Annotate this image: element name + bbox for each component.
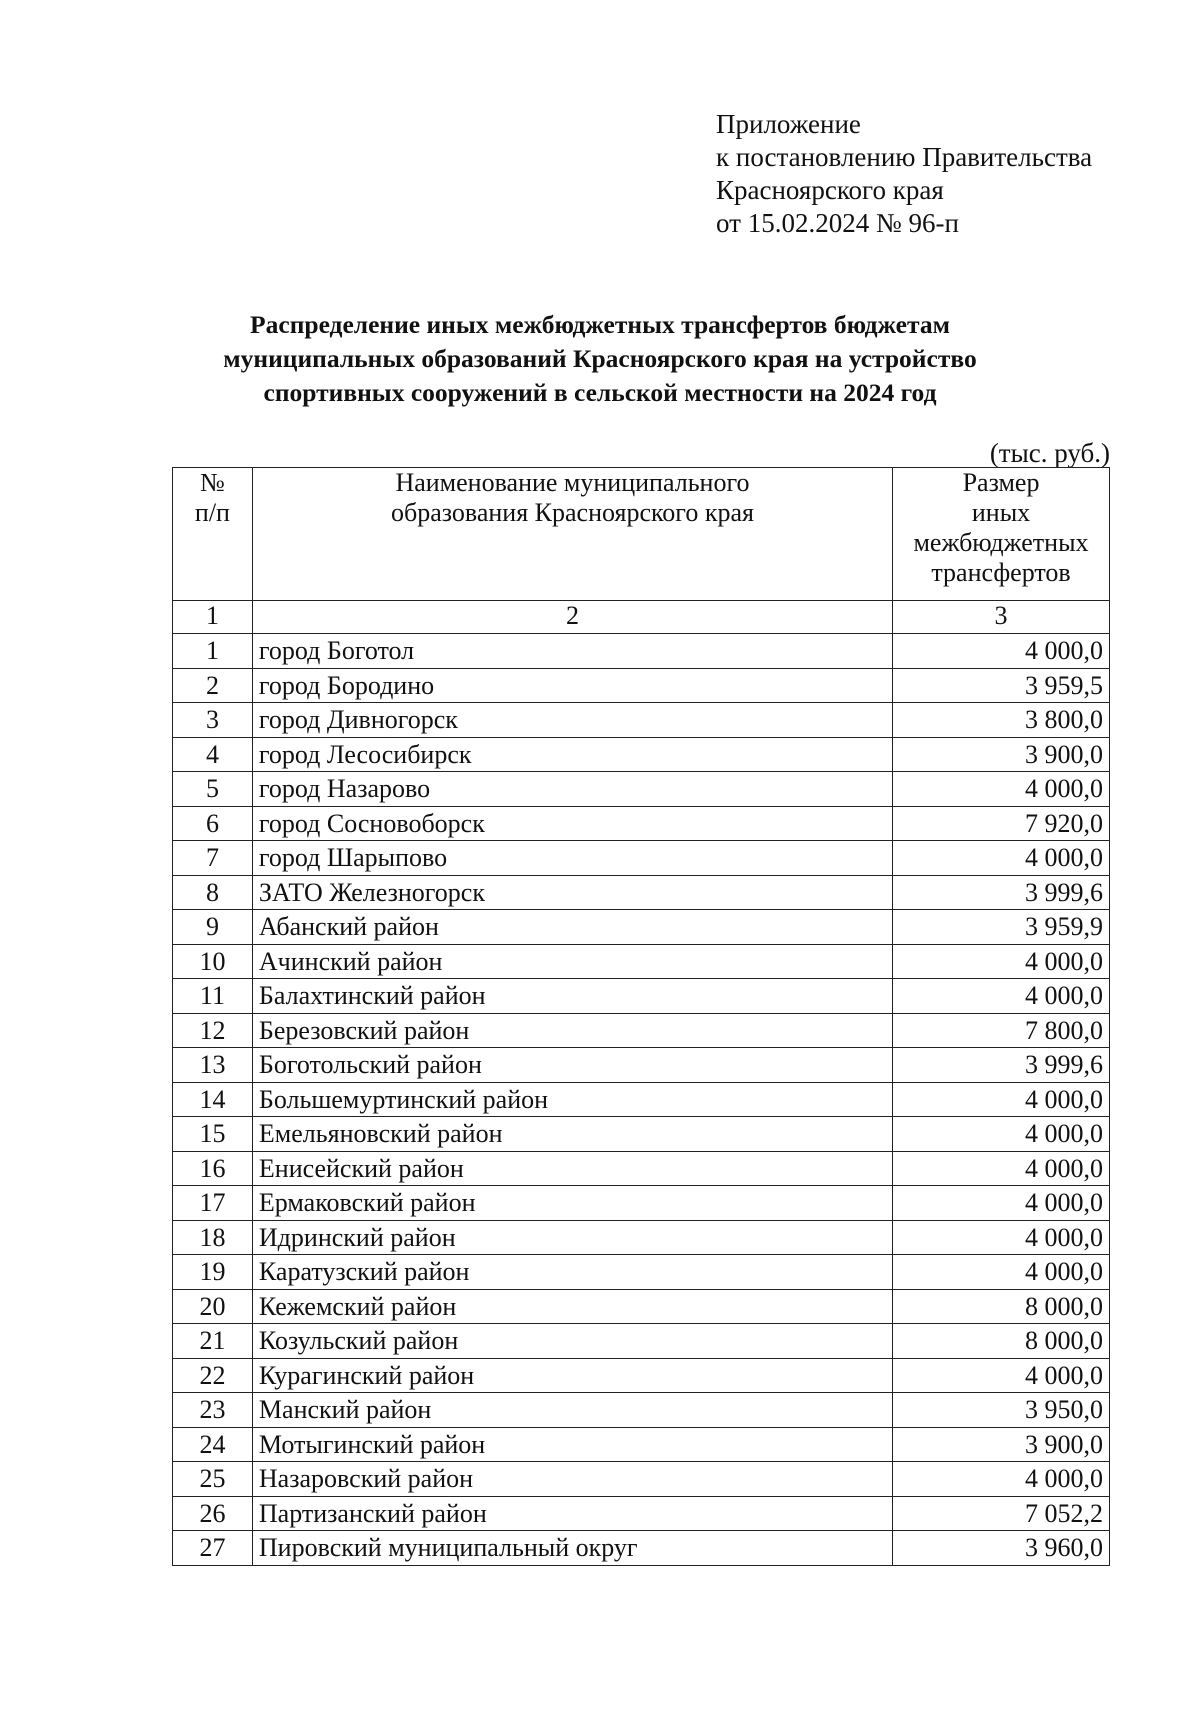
municipality-name-cell: Ачинский район [252,944,892,979]
transfer-amount-cell: 3 900,0 [893,1427,1110,1462]
row-number-cell: 27 [173,1531,253,1566]
municipality-name-cell: Березовский район [252,1013,892,1048]
row-number-cell: 9 [173,910,253,945]
transfer-amount-cell: 3 950,0 [893,1393,1110,1428]
table-row [173,1496,1110,1531]
row-number-cell: 13 [173,1048,253,1083]
header-name-line: Наименование муниципального [395,468,750,497]
table-header-row [173,468,1110,601]
row-number-cell: 20 [173,1289,253,1324]
municipality-name-cell: город Сосновоборск [252,806,892,841]
municipality-name-cell: Абанский район [252,910,892,945]
header-transfer-amount [893,468,1110,601]
table-row [173,1462,1110,1497]
transfer-amount-cell: 4 000,0 [893,1358,1110,1393]
table-row [173,634,1110,669]
header-amount-line: трансфертов [931,558,1071,587]
column-index-cell: 3 [893,601,1110,634]
header-name-line: образования Красноярского края [391,498,754,527]
table-row [173,1048,1110,1083]
municipality-name-cell: город Шарыпово [252,841,892,876]
appendix-reference [716,108,1092,240]
row-number-cell: 5 [173,772,253,807]
title-line: спортивных сооружений в сельской местности на 2024 год [263,378,937,407]
transfer-amount-cell: 4 000,0 [893,1151,1110,1186]
title-line: Распределение иных межбюджетных трансфертов бюджетам [250,310,950,339]
header-number-line: п/п [194,498,230,527]
table-row [173,1255,1110,1290]
row-number-cell: 2 [173,668,253,703]
transfer-amount-cell: 3 999,6 [893,875,1110,910]
municipality-name-cell: Боготольский район [252,1048,892,1083]
municipality-name-cell: город Дивногорск [252,703,892,738]
row-number-cell: 12 [173,1013,253,1048]
municipality-name-cell: Енисейский район [252,1151,892,1186]
header-number [173,468,253,601]
municipality-name-cell: Пировский муниципальный округ [252,1531,892,1566]
row-number-cell: 7 [173,841,253,876]
row-number-cell: 1 [173,634,253,669]
column-index-cell: 1 [173,601,253,634]
row-number-cell: 4 [173,737,253,772]
municipality-name-cell: Каратузский район [252,1255,892,1290]
transfer-amount-cell: 3 959,9 [893,910,1110,945]
municipality-name-cell: Назаровский район [252,1462,892,1497]
header-amount-line: иных [971,498,1031,527]
table-row [173,979,1110,1014]
row-number-cell: 18 [173,1220,253,1255]
row-number-cell: 24 [173,1427,253,1462]
appendix-line: к постановлению Правительства [716,142,1093,172]
transfer-amount-cell: 3 959,5 [893,668,1110,703]
table-row [173,1427,1110,1462]
row-number-cell: 15 [173,1117,253,1152]
row-number-cell: 25 [173,1462,253,1497]
transfer-amount-cell: 4 000,0 [893,1255,1110,1290]
municipality-name-cell: город Бородино [252,668,892,703]
row-number-cell: 14 [173,1082,253,1117]
row-number-cell: 17 [173,1186,253,1221]
municipality-name-cell: Емельяновский район [252,1117,892,1152]
transfer-amount-cell: 4 000,0 [893,1082,1110,1117]
header-municipality-name [252,468,892,601]
transfer-amount-cell: 3 800,0 [893,703,1110,738]
municipality-name-cell: Кежемский район [252,1289,892,1324]
transfer-amount-cell: 4 000,0 [893,979,1110,1014]
municipality-name-cell: Партизанский район [252,1496,892,1531]
table-row [173,806,1110,841]
column-index-row [173,601,1110,634]
transfer-amount-cell: 7 920,0 [893,806,1110,841]
row-number-cell: 3 [173,703,253,738]
table-row [173,944,1110,979]
row-number-cell: 21 [173,1324,253,1359]
municipality-name-cell: Балахтинский район [252,979,892,1014]
title-line: муниципальных образований Красноярского края на устройство [223,344,977,373]
municipality-name-cell: город Назарово [252,772,892,807]
transfer-amount-cell: 4 000,0 [893,1117,1110,1152]
row-number-cell: 22 [173,1358,253,1393]
row-number-cell: 6 [173,806,253,841]
transfer-amount-cell: 7 052,2 [893,1496,1110,1531]
municipality-name-cell: город Лесосибирск [252,737,892,772]
municipality-name-cell: Большемуртинский район [252,1082,892,1117]
allocation-table [172,467,1110,1566]
transfer-amount-cell: 4 000,0 [893,1220,1110,1255]
table-row [173,668,1110,703]
unit-label: (тыс. руб.) [989,438,1110,468]
row-number-cell: 11 [173,979,253,1014]
table-row [173,1358,1110,1393]
table-row [173,1324,1110,1359]
transfer-amount-cell: 8 000,0 [893,1324,1110,1359]
table-body [173,634,1110,1566]
table-row [173,875,1110,910]
transfer-amount-cell: 3 960,0 [893,1531,1110,1566]
table-row [173,1220,1110,1255]
transfer-amount-cell: 4 000,0 [893,772,1110,807]
table-row [173,1082,1110,1117]
table-row [173,1186,1110,1221]
table-row [173,737,1110,772]
municipality-name-cell: Ермаковский район [252,1186,892,1221]
appendix-line: от 15.02.2024 № 96-п [716,208,959,238]
table-row [173,1151,1110,1186]
table-row [173,1393,1110,1428]
appendix-line: Красноярского края [716,175,944,205]
table-row [173,841,1110,876]
transfer-amount-cell: 4 000,0 [893,1462,1110,1497]
transfer-amount-cell: 3 999,6 [893,1048,1110,1083]
transfer-amount-cell: 4 000,0 [893,841,1110,876]
appendix-line: Приложение [716,109,861,139]
table-row [173,703,1110,738]
table-row [173,1117,1110,1152]
table-row [173,772,1110,807]
document-title [150,308,1050,410]
header-amount-line: межбюджетных [913,528,1089,557]
row-number-cell: 23 [173,1393,253,1428]
header-amount-line: Размер [962,468,1040,497]
row-number-cell: 10 [173,944,253,979]
municipality-name-cell: Идринский район [252,1220,892,1255]
transfer-amount-cell: 3 900,0 [893,737,1110,772]
table-row [173,910,1110,945]
municipality-name-cell: Курагинский район [252,1358,892,1393]
municipality-name-cell: город Боготол [252,634,892,669]
municipality-name-cell: Козульский район [252,1324,892,1359]
row-number-cell: 16 [173,1151,253,1186]
table-row [173,1289,1110,1324]
row-number-cell: 8 [173,875,253,910]
row-number-cell: 26 [173,1496,253,1531]
row-number-cell: 19 [173,1255,253,1290]
table-row [173,1013,1110,1048]
transfer-amount-cell: 8 000,0 [893,1289,1110,1324]
municipality-name-cell: Мотыгинский район [252,1427,892,1462]
transfer-amount-cell: 4 000,0 [893,1186,1110,1221]
header-number-line: № [200,468,225,497]
transfer-amount-cell: 7 800,0 [893,1013,1110,1048]
municipality-name-cell: Манский район [252,1393,892,1428]
table-row [173,1531,1110,1566]
column-index-cell: 2 [252,601,892,634]
transfer-amount-cell: 4 000,0 [893,944,1110,979]
transfer-amount-cell: 4 000,0 [893,634,1110,669]
municipality-name-cell: ЗАТО Железногорск [252,875,892,910]
